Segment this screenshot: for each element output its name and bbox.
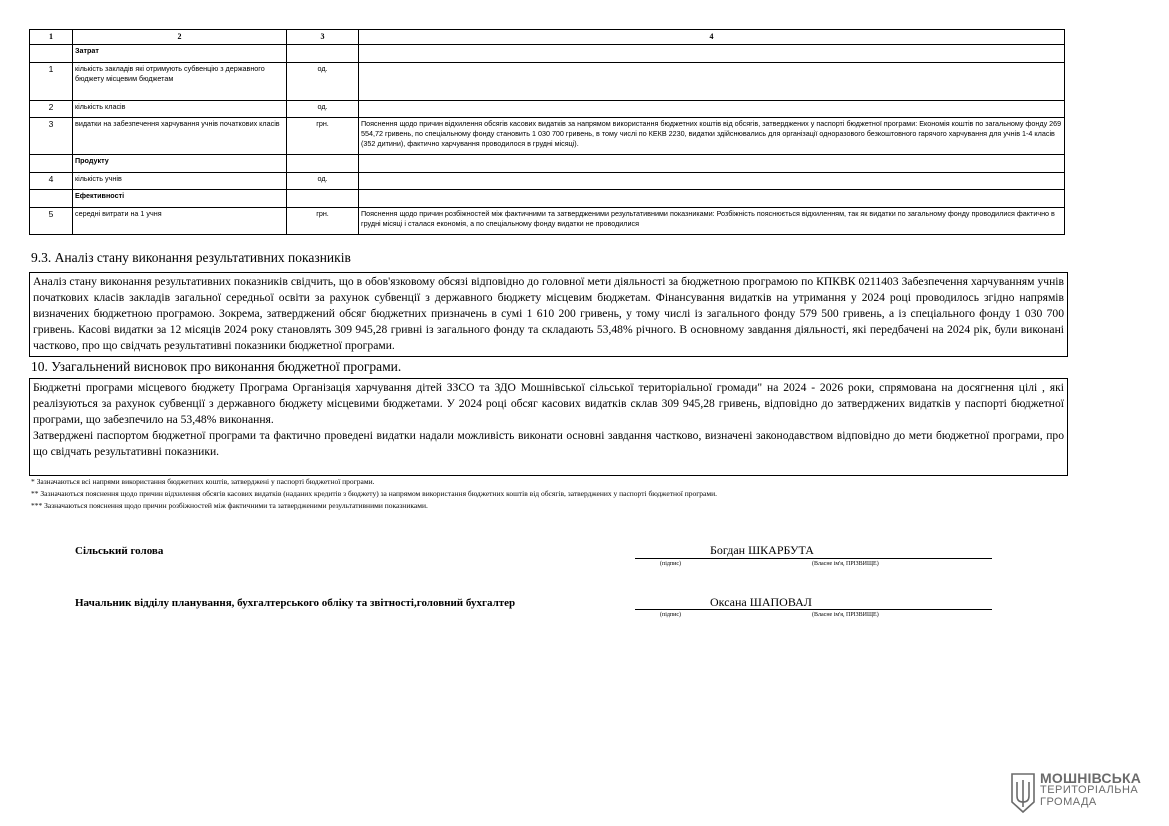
footnote-3: *** Зазначаються пояснення щодо причин розбіжностей між фактичними та затвердженими результативними показниками.	[31, 501, 428, 510]
unit: од.	[287, 63, 359, 101]
row-number: 1	[30, 63, 73, 101]
footnote-1: * Зазначаються всі напрями використання бюджетних коштів, затверджені у паспорті бюджетної програми.	[31, 477, 375, 486]
logo-line-3: ГРОМАДА	[1040, 796, 1097, 808]
footnote-2: ** Зазначаються пояснення щодо причин відхилення обсягів касових видатків (наданих кредитів з бюджету) за напрямом використання бюджетних коштів від обсягів, затверджених у паспорті бюджетної програми.	[31, 489, 718, 498]
explanation	[359, 63, 1065, 101]
unit: од.	[287, 173, 359, 190]
table-header-row	[30, 30, 1065, 45]
unit: грн.	[287, 118, 359, 155]
analysis-text: Аналіз стану виконання результативних показників свідчить, що в обов'язковому обсязі відповідно до головної мети діяльності за бюджетною програмою по КПКВК 0211403 Забезпечення харчуванням учнів початкових класів закладів загальної середньої освіти за рахунок субвенції з державного бюджету місцевим бюджетам. Фінансування видатків на утримання у 2024 році проводилось згідно напрямів визначених бюджетною програмою. Зокрема, затверджений обсяг бюджетних призначень в сумі 1 610 200 гривень, у тому числі із загального фонду 579 500 гривень, а із спеціального фонду 1 030 700 гривень. Касові видатки за 12 місяців 2024 року становлять 309 945,28 гривні із загального фонду та складають 53,48% річного. В основному завдання діяльності, які передбачені на 2024 рік, були виконані частково, про що свідчать результативні показники бюджетної програми.	[33, 275, 1064, 352]
logo-line-1: МОШНІВСЬКА	[1040, 770, 1142, 786]
indicator-name: кількість учнів	[73, 173, 287, 190]
explanation	[359, 101, 1065, 118]
row-number: 3	[30, 118, 73, 155]
table-row	[30, 101, 1065, 118]
section-row-product	[30, 155, 1065, 173]
row-number: 2	[30, 101, 73, 118]
section-row-cost	[30, 45, 1065, 63]
analysis-title: 9.3. Аналіз стану виконання результативних показників	[31, 250, 351, 265]
section-row-efficiency	[30, 190, 1065, 208]
signature-hint-sign: (підпис)	[660, 561, 682, 567]
header-col-1: 1	[30, 30, 73, 45]
unit: од.	[287, 101, 359, 118]
community-logo	[1010, 772, 1150, 816]
indicator-name: кількість класів	[73, 101, 287, 118]
section-label: Затрат	[73, 45, 287, 63]
section-label: Продукту	[73, 155, 287, 173]
section-label: Ефективності	[73, 190, 287, 208]
table-row	[30, 208, 1065, 235]
signature-line	[635, 558, 992, 559]
analysis-box	[29, 272, 1068, 357]
signature-name-accountant: Оксана ШАПОВАЛ	[710, 595, 812, 609]
table-row	[30, 118, 1065, 155]
unit: грн.	[287, 208, 359, 235]
conclusion-paragraph-1: Бюджетні програми місцевого бюджету Програма Організація харчування дітей ЗЗСО та ЗДО Мошнівської сільської територіальної громади" на 2024 - 2026 роки, спрямована на досягнення цілі , які реалізуються за рахунок субвенції з державного бюджету місцевими бюджетами. У 2024 році обсяг касових видатків склав 309 945,28 гривень, відповідно до затверджених видатків у паспорті бюджетної програми, що забезпечило на 53,48% виконання.	[33, 381, 1064, 426]
header-col-4: 4	[359, 30, 1065, 45]
header-col-3: 3	[287, 30, 359, 45]
explanation	[359, 173, 1065, 190]
signature-position-head: Сільський голова	[75, 545, 164, 557]
trident-icon	[1010, 772, 1036, 814]
signature-name-head: Богдан ШКАРБУТА	[710, 543, 814, 557]
indicator-name: середні витрати на 1 учня	[73, 208, 287, 235]
table-row	[30, 173, 1065, 190]
explanation: Пояснення щодо причин розбіжностей між фактичними та затвердженими результативними показниками: Розбіжність пояснюється відхиленням, так як видатки по загальному фонду проводилися фактично в грудні місяці і сталася економія, а по спеціальному фонду видатки не проводилися	[359, 208, 1065, 235]
explanation: Пояснення щодо причин відхилення обсягів касових видатків за напрямом використання бюджетних коштів від обсягів, затверджених у паспорті бюджетної програми: Економія коштів по загальному фонду 269 554,72 гривень, по спеціальному фонду становить 1 030 700 гривень, в тому числі по КЕКВ 2230, видатки здійснювались для організації одноразового безкоштовного гарячого харчування для учнів 1-4 класів (352 дитини), фактично харчування проводилося в грудні місяці).	[359, 118, 1065, 155]
conclusion-box	[29, 378, 1068, 476]
row-number: 5	[30, 208, 73, 235]
indicator-name: видатки на забезпечення харчування учнів початкових класів	[73, 118, 287, 155]
signature-position-accountant: Начальник відділу планування, бухгалтерського обліку та звітності,головний бухгалтер	[75, 597, 516, 609]
footnotes	[31, 476, 717, 512]
table-row	[30, 63, 1065, 101]
signature-hint-name: (Власне ім'я, ПРІЗВИЩЕ)	[812, 612, 879, 618]
header-col-2: 2	[73, 30, 287, 45]
signature-hint-name: (Власне ім'я, ПРІЗВИЩЕ)	[812, 561, 879, 567]
row-number: 4	[30, 173, 73, 190]
signature-hint-sign: (підпис)	[660, 612, 682, 618]
logo-line-2: ТЕРИТОРІАЛЬНА	[1040, 784, 1139, 796]
conclusion-title: 10. Узагальнений висновок про виконання бюджетної програми.	[31, 359, 402, 374]
conclusion-paragraph-2: Затверджені паспортом бюджетної програми та фактично проведені видатки надали можливість виконати основні завдання частково, визначені законодавством відповідно до мети бюджетної програми, про що свідчать результативні показники.	[33, 429, 1064, 458]
indicator-name: кількість закладів які отримують субвенцію з державного бюджету місцевим бюджетам	[73, 63, 287, 101]
indicators-table	[29, 29, 1065, 235]
signature-line	[635, 609, 992, 610]
